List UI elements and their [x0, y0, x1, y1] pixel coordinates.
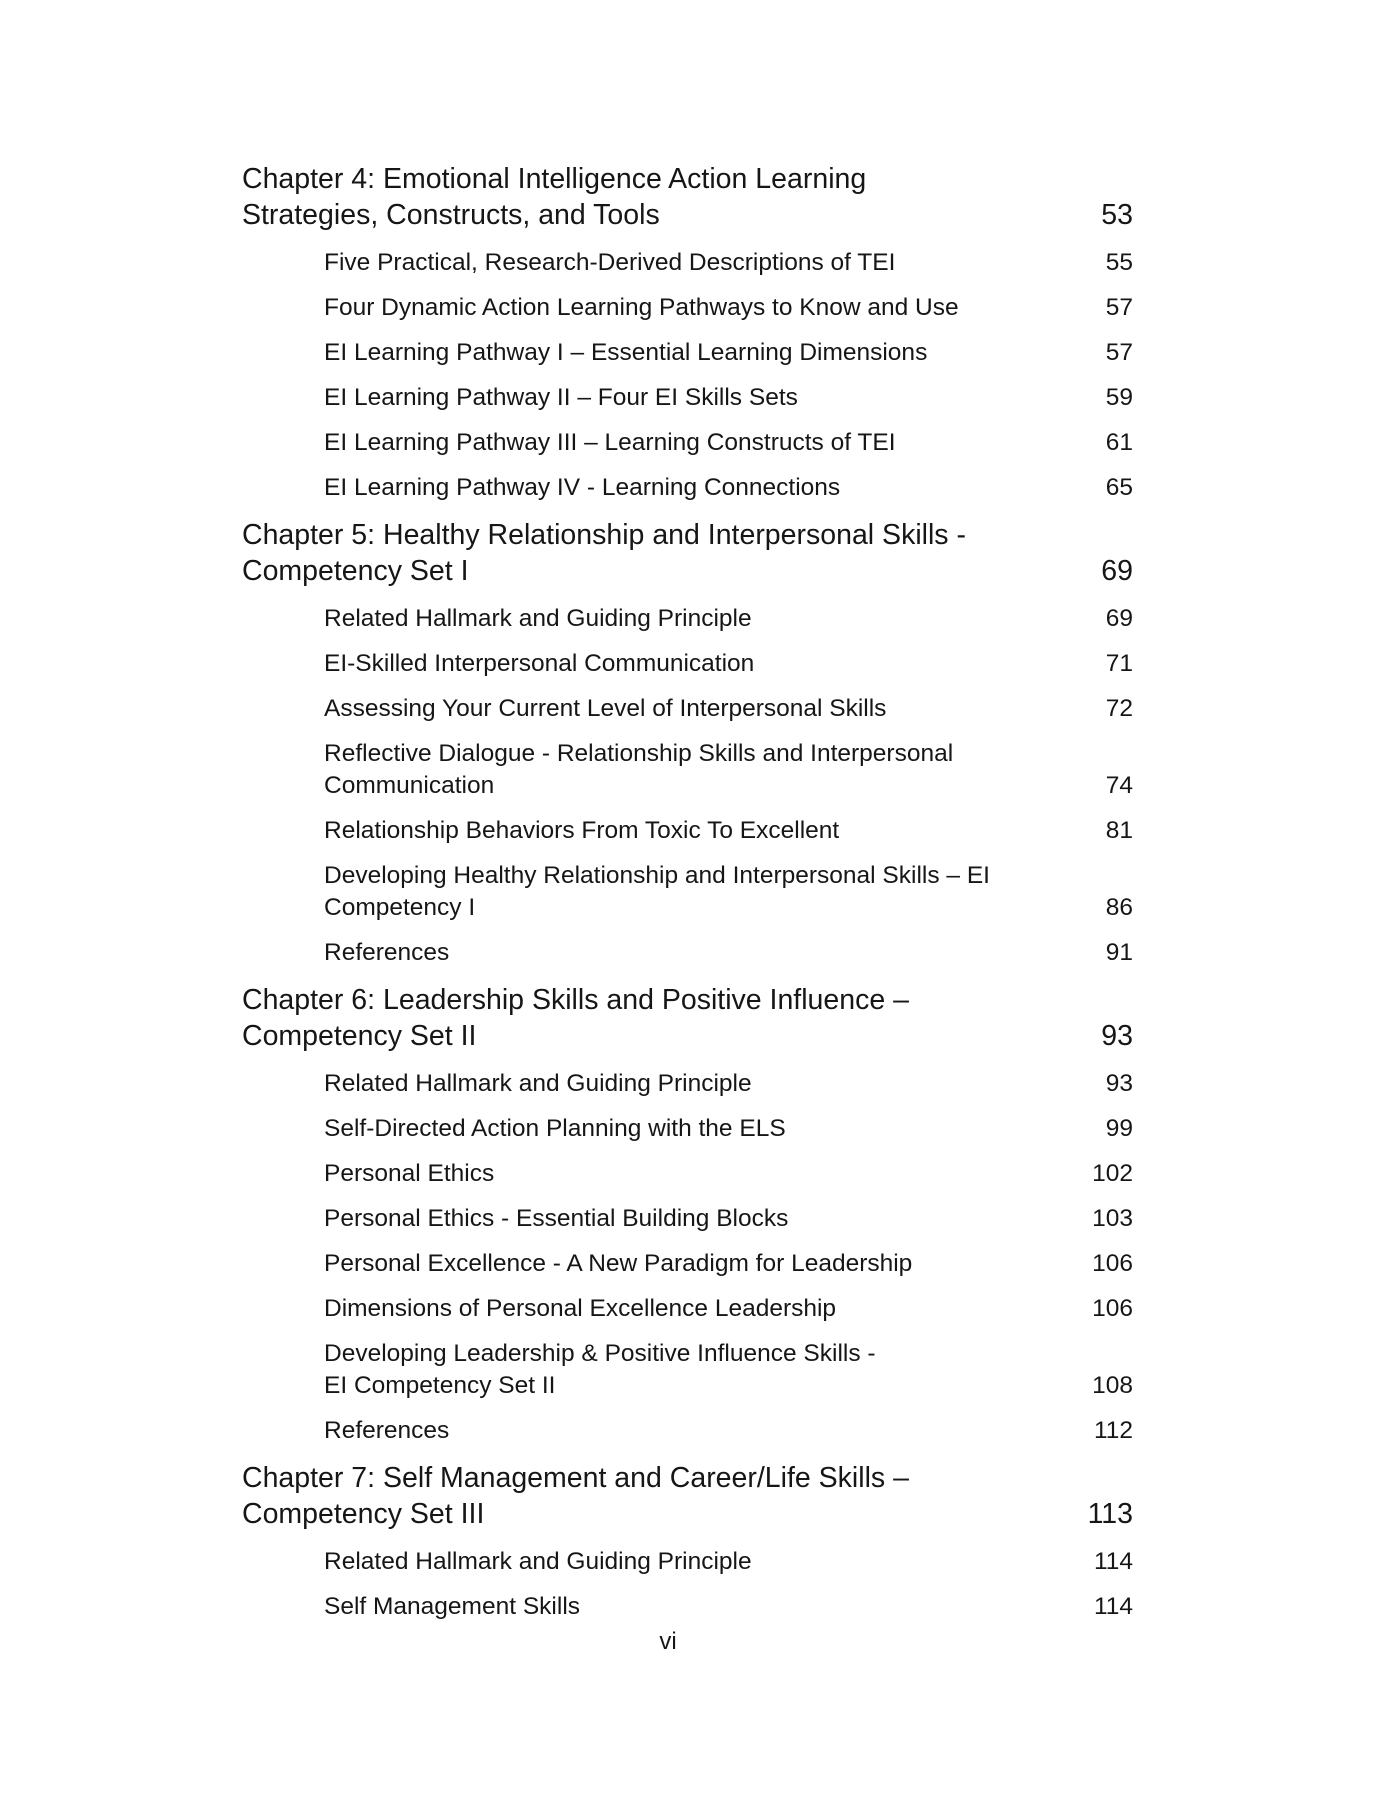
- page-number: vi: [659, 1628, 677, 1655]
- section-entry: [324, 596, 1133, 641]
- page-ref: 102: [1092, 1159, 1133, 1187]
- page-ref: 69: [1101, 555, 1133, 587]
- title-line: Relationship Behaviors From Toxic To Excellent: [324, 816, 840, 844]
- section-entry-title: [324, 1113, 1064, 1145]
- section-entry: [324, 1539, 1133, 1584]
- page-ref: 91: [1105, 938, 1133, 966]
- page-ref: 57: [1105, 338, 1133, 366]
- title-line: EI Learning Pathway II – Four EI Skills Sets: [324, 383, 798, 411]
- page-ref: 81: [1105, 816, 1133, 844]
- title-line: Strategies, Constructs, and Tools: [242, 199, 660, 231]
- section-entry-title: [324, 693, 1064, 725]
- page-ref: 103: [1092, 1204, 1133, 1232]
- section-entry: [324, 731, 1133, 808]
- section-entry-title: [324, 1546, 1064, 1578]
- page-ref: 72: [1105, 694, 1133, 722]
- section-entry: [324, 686, 1133, 731]
- section-entry-title: [324, 937, 1064, 969]
- section-entry: [324, 641, 1133, 686]
- section-entry: [324, 1331, 1133, 1408]
- title-line: Reflective Dialogue - Relationship Skills and Interpersonal: [324, 739, 954, 767]
- section-entry: [324, 240, 1133, 285]
- section-entry: [324, 330, 1133, 375]
- section-entry-title: [324, 427, 1064, 459]
- title-line: EI Learning Pathway IV - Learning Connections: [324, 473, 841, 501]
- page-ref: 114: [1093, 1592, 1133, 1620]
- title-line: EI Learning Pathway III – Learning Constructs of TEI: [324, 428, 896, 456]
- page-ref: 74: [1105, 771, 1133, 799]
- title-line: Developing Healthy Relationship and Interpersonal Skills – EI: [324, 861, 990, 889]
- title-line: Chapter 6: Leadership Skills and Positive Influence –: [242, 984, 909, 1016]
- title-line: Self-Directed Action Planning with the ELS: [324, 1114, 786, 1142]
- title-line: Dimensions of Personal Excellence Leadership: [324, 1294, 837, 1322]
- page-ref: 106: [1092, 1294, 1133, 1322]
- section-entry-title: [324, 1158, 1064, 1190]
- section-entry-title: [324, 472, 1064, 504]
- title-line: Competency Set III: [242, 1498, 485, 1530]
- page-ref: 114: [1093, 1547, 1133, 1575]
- section-entry: [324, 1106, 1133, 1151]
- title-line: Competency Set I: [242, 555, 469, 587]
- page-ref: 86: [1105, 893, 1133, 921]
- title-line: Developing Leadership & Positive Influence Skills -: [324, 1339, 876, 1367]
- title-line: Personal Ethics - Essential Building Blocks: [324, 1204, 789, 1232]
- section-entry-title: [324, 860, 1064, 924]
- section-entry-title: [324, 1293, 1064, 1325]
- chapter-entry-title: [242, 161, 1062, 233]
- title-line: Communication: [324, 771, 495, 799]
- title-line: Chapter 4: Emotional Intelligence Action Learning: [242, 163, 867, 195]
- section-entry: [324, 853, 1133, 930]
- section-entry-title: [324, 1338, 1064, 1402]
- section-entry-title: [324, 1248, 1064, 1280]
- title-line: Five Practical, Research-Derived Descriptions of TEI: [324, 248, 896, 276]
- title-line: Related Hallmark and Guiding Principle: [324, 604, 752, 632]
- chapter-entry: [242, 154, 1133, 240]
- page-ref: 106: [1092, 1249, 1133, 1277]
- section-entry: [324, 1061, 1133, 1106]
- title-line: Self Management Skills: [324, 1592, 581, 1620]
- page-ref: 59: [1105, 383, 1133, 411]
- section-entry: [324, 1408, 1133, 1453]
- section-entry-title: [324, 292, 1064, 324]
- section-entry-title: [324, 247, 1064, 279]
- section-entry: [324, 1151, 1133, 1196]
- title-line: Competency I: [324, 893, 476, 921]
- section-entry: [324, 808, 1133, 853]
- chapter-entry-title: [242, 517, 1062, 589]
- page-ref: 99: [1105, 1114, 1133, 1142]
- page-ref: 55: [1105, 248, 1133, 276]
- section-entry-title: [324, 815, 1064, 847]
- title-line: References: [324, 1416, 450, 1444]
- page-ref: 69: [1105, 604, 1133, 632]
- section-entry-title: [324, 1203, 1064, 1235]
- chapter-entry: [242, 1453, 1133, 1539]
- title-line: EI Competency Set II: [324, 1371, 556, 1399]
- chapter-entry-title: [242, 982, 1062, 1054]
- title-line: Assessing Your Current Level of Interpersonal Skills: [324, 694, 887, 722]
- section-entry-title: [324, 648, 1064, 680]
- page-ref: 71: [1105, 649, 1133, 677]
- page-ref: 53: [1101, 199, 1133, 231]
- title-line: EI-Skilled Interpersonal Communication: [324, 649, 755, 677]
- page-ref: 112: [1093, 1416, 1133, 1444]
- title-line: References: [324, 938, 450, 966]
- section-entry: [324, 375, 1133, 420]
- page-ref: 108: [1092, 1371, 1133, 1399]
- section-entry: [324, 465, 1133, 510]
- title-line: Four Dynamic Action Learning Pathways to Know and Use: [324, 293, 959, 321]
- page-ref: 93: [1105, 1069, 1133, 1097]
- section-entry-title: [324, 738, 1064, 802]
- section-entry: [324, 1241, 1133, 1286]
- section-entry-title: [324, 1415, 1064, 1447]
- page-ref: 93: [1101, 1020, 1133, 1052]
- title-line: Personal Ethics: [324, 1159, 495, 1187]
- page-ref: 61: [1105, 428, 1133, 456]
- page-ref: 65: [1105, 473, 1133, 501]
- title-line: Personal Excellence - A New Paradigm for Leadership: [324, 1249, 913, 1277]
- section-entry: [324, 930, 1133, 975]
- title-line: Competency Set II: [242, 1020, 477, 1052]
- section-entry-title: [324, 1068, 1064, 1100]
- title-line: EI Learning Pathway I – Essential Learning Dimensions: [324, 338, 928, 366]
- section-entry: [324, 1196, 1133, 1241]
- title-line: Related Hallmark and Guiding Principle: [324, 1069, 752, 1097]
- chapter-entry: [242, 510, 1133, 596]
- section-entry: [324, 1286, 1133, 1331]
- title-line: Chapter 5: Healthy Relationship and Interpersonal Skills -: [242, 519, 966, 551]
- section-entry-title: [324, 337, 1064, 369]
- chapter-entry: [242, 975, 1133, 1061]
- page-ref: 113: [1087, 1498, 1133, 1530]
- section-entry-title: [324, 382, 1064, 414]
- section-entry: [324, 1584, 1133, 1629]
- page-ref: 57: [1105, 293, 1133, 321]
- chapter-entry-title: [242, 1460, 1062, 1532]
- section-entry: [324, 285, 1133, 330]
- table-of-contents: [242, 154, 1133, 1629]
- title-line: Related Hallmark and Guiding Principle: [324, 1547, 752, 1575]
- section-entry-title: [324, 1591, 1064, 1623]
- section-entry: [324, 420, 1133, 465]
- title-line: Chapter 7: Self Management and Career/Life Skills –: [242, 1462, 909, 1494]
- section-entry-title: [324, 603, 1064, 635]
